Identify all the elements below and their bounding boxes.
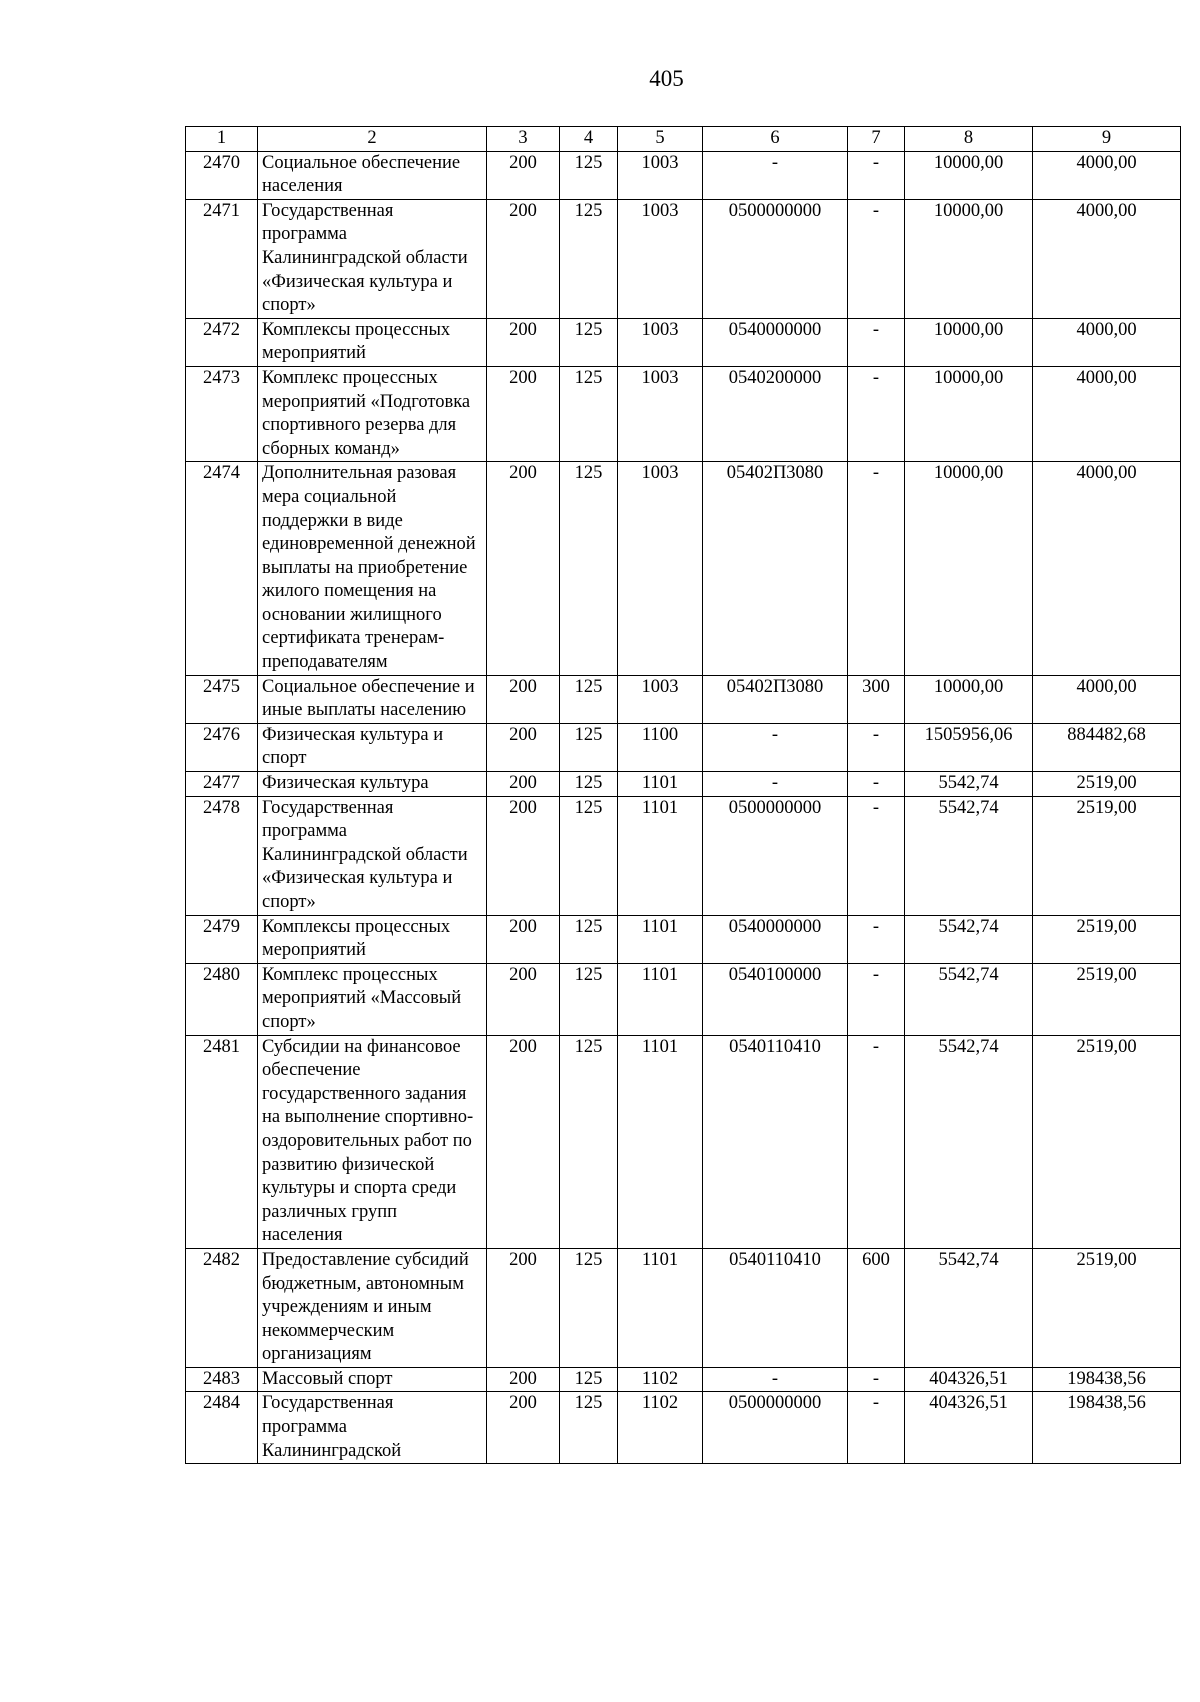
code-cell: 200 bbox=[487, 1035, 560, 1248]
expense-type-cell: - bbox=[848, 1392, 905, 1464]
amount-cell: 2519,00 bbox=[1033, 1248, 1181, 1367]
table-row bbox=[186, 1367, 1181, 1392]
item-name-cell: Массовый спорт bbox=[258, 1367, 487, 1392]
expense-type-cell: - bbox=[848, 963, 905, 1035]
code-cell: 125 bbox=[560, 151, 618, 199]
expense-type-cell: 600 bbox=[848, 1248, 905, 1367]
code-cell: 125 bbox=[560, 915, 618, 963]
amount-cell: 5542,74 bbox=[905, 915, 1033, 963]
row-number-cell: 2472 bbox=[186, 318, 258, 366]
code-cell: 200 bbox=[487, 796, 560, 915]
amount-cell: 4000,00 bbox=[1033, 366, 1181, 461]
target-article-cell: - bbox=[703, 772, 848, 797]
expense-type-cell: 300 bbox=[848, 675, 905, 723]
code-cell: 125 bbox=[560, 723, 618, 771]
expense-type-cell: - bbox=[848, 151, 905, 199]
code-cell: 125 bbox=[560, 462, 618, 675]
amount-cell: 4000,00 bbox=[1033, 199, 1181, 318]
code-cell: 125 bbox=[560, 1248, 618, 1367]
amount-cell: 1505956,06 bbox=[905, 723, 1033, 771]
item-name-cell: Комплексы процессных мероприятий bbox=[258, 318, 487, 366]
row-number-cell: 2476 bbox=[186, 723, 258, 771]
code-cell: 200 bbox=[487, 151, 560, 199]
code-cell: 200 bbox=[487, 366, 560, 461]
amount-cell: 10000,00 bbox=[905, 199, 1033, 318]
amount-cell: 5542,74 bbox=[905, 772, 1033, 797]
section-code-cell: 1003 bbox=[618, 151, 703, 199]
row-number-cell: 2480 bbox=[186, 963, 258, 1035]
code-cell: 200 bbox=[487, 199, 560, 318]
target-article-cell: 0500000000 bbox=[703, 1392, 848, 1464]
target-article-cell: - bbox=[703, 723, 848, 771]
target-article-cell: - bbox=[703, 1367, 848, 1392]
table-row bbox=[186, 772, 1181, 797]
amount-cell: 10000,00 bbox=[905, 675, 1033, 723]
item-name-cell: Государственная программа Калининградской области «Физическая культура и спорт» bbox=[258, 199, 487, 318]
amount-cell: 10000,00 bbox=[905, 151, 1033, 199]
expense-type-cell: - bbox=[848, 1035, 905, 1248]
column-header: 3 bbox=[487, 127, 560, 152]
row-number-cell: 2470 bbox=[186, 151, 258, 199]
target-article-cell: 05402П3080 bbox=[703, 675, 848, 723]
column-header: 9 bbox=[1033, 127, 1181, 152]
row-number-cell: 2483 bbox=[186, 1367, 258, 1392]
section-code-cell: 1003 bbox=[618, 199, 703, 318]
section-code-cell: 1102 bbox=[618, 1367, 703, 1392]
item-name-cell: Социальное обеспечение населения bbox=[258, 151, 487, 199]
table-row bbox=[186, 462, 1181, 675]
expense-type-cell: - bbox=[848, 796, 905, 915]
code-cell: 125 bbox=[560, 199, 618, 318]
expense-type-cell: - bbox=[848, 199, 905, 318]
expense-type-cell: - bbox=[848, 915, 905, 963]
target-article-cell: 0540000000 bbox=[703, 915, 848, 963]
amount-cell: 2519,00 bbox=[1033, 796, 1181, 915]
amount-cell: 198438,56 bbox=[1033, 1392, 1181, 1464]
amount-cell: 198438,56 bbox=[1033, 1367, 1181, 1392]
table-row bbox=[186, 796, 1181, 915]
section-code-cell: 1101 bbox=[618, 796, 703, 915]
section-code-cell: 1101 bbox=[618, 1248, 703, 1367]
expense-type-cell: - bbox=[848, 723, 905, 771]
item-name-cell: Дополнительная разовая мера социальной поддержки в виде единовременной денежной выплаты на приобретение жилого помещения на основании жилищного сертификата тренерам-преподавателям bbox=[258, 462, 487, 675]
code-cell: 125 bbox=[560, 366, 618, 461]
column-header: 1 bbox=[186, 127, 258, 152]
table-row bbox=[186, 915, 1181, 963]
code-cell: 200 bbox=[487, 1392, 560, 1464]
column-header: 4 bbox=[560, 127, 618, 152]
expense-type-cell: - bbox=[848, 366, 905, 461]
expense-type-cell: - bbox=[848, 1367, 905, 1392]
amount-cell: 404326,51 bbox=[905, 1367, 1033, 1392]
budget-table bbox=[185, 126, 1181, 1464]
code-cell: 125 bbox=[560, 963, 618, 1035]
amount-cell: 2519,00 bbox=[1033, 915, 1181, 963]
code-cell: 200 bbox=[487, 723, 560, 771]
target-article-cell: 0540000000 bbox=[703, 318, 848, 366]
code-cell: 200 bbox=[487, 963, 560, 1035]
target-article-cell: - bbox=[703, 151, 848, 199]
amount-cell: 5542,74 bbox=[905, 796, 1033, 915]
target-article-cell: 0540110410 bbox=[703, 1035, 848, 1248]
amount-cell: 5542,74 bbox=[905, 1248, 1033, 1367]
amount-cell: 5542,74 bbox=[905, 1035, 1033, 1248]
section-code-cell: 1100 bbox=[618, 723, 703, 771]
row-number-cell: 2481 bbox=[186, 1035, 258, 1248]
target-article-cell: 0540200000 bbox=[703, 366, 848, 461]
item-name-cell: Комплекс процессных мероприятий «Подготовка спортивного резерва для сборных команд» bbox=[258, 366, 487, 461]
row-number-cell: 2474 bbox=[186, 462, 258, 675]
row-number-cell: 2475 bbox=[186, 675, 258, 723]
amount-cell: 404326,51 bbox=[905, 1392, 1033, 1464]
code-cell: 200 bbox=[487, 915, 560, 963]
item-name-cell: Предоставление субсидий бюджетным, автономным учреждениям и иным некоммерческим организациям bbox=[258, 1248, 487, 1367]
amount-cell: 4000,00 bbox=[1033, 318, 1181, 366]
amount-cell: 10000,00 bbox=[905, 318, 1033, 366]
amount-cell: 4000,00 bbox=[1033, 675, 1181, 723]
amount-cell: 10000,00 bbox=[905, 366, 1033, 461]
row-number-cell: 2471 bbox=[186, 199, 258, 318]
section-code-cell: 1101 bbox=[618, 1035, 703, 1248]
code-cell: 125 bbox=[560, 675, 618, 723]
amount-cell: 4000,00 bbox=[1033, 462, 1181, 675]
amount-cell: 4000,00 bbox=[1033, 151, 1181, 199]
row-number-cell: 2482 bbox=[186, 1248, 258, 1367]
table-row bbox=[186, 1035, 1181, 1248]
code-cell: 125 bbox=[560, 1392, 618, 1464]
section-code-cell: 1101 bbox=[618, 772, 703, 797]
row-number-cell: 2478 bbox=[186, 796, 258, 915]
row-number-cell: 2484 bbox=[186, 1392, 258, 1464]
column-header: 5 bbox=[618, 127, 703, 152]
target-article-cell: 0540100000 bbox=[703, 963, 848, 1035]
table-row bbox=[186, 151, 1181, 199]
expense-type-cell: - bbox=[848, 462, 905, 675]
item-name-cell: Социальное обеспечение и иные выплаты населению bbox=[258, 675, 487, 723]
section-code-cell: 1102 bbox=[618, 1392, 703, 1464]
item-name-cell: Физическая культура bbox=[258, 772, 487, 797]
page-number: 405 bbox=[649, 66, 684, 91]
column-header: 7 bbox=[848, 127, 905, 152]
column-header: 6 bbox=[703, 127, 848, 152]
code-cell: 125 bbox=[560, 318, 618, 366]
table-row bbox=[186, 963, 1181, 1035]
section-code-cell: 1003 bbox=[618, 675, 703, 723]
item-name-cell: Государственная программа Калининградской области «Физическая культура и спорт» bbox=[258, 796, 487, 915]
section-code-cell: 1101 bbox=[618, 963, 703, 1035]
table-row bbox=[186, 723, 1181, 771]
code-cell: 125 bbox=[560, 772, 618, 797]
section-code-cell: 1003 bbox=[618, 462, 703, 675]
table-row bbox=[186, 366, 1181, 461]
row-number-cell: 2479 bbox=[186, 915, 258, 963]
column-number-row bbox=[186, 127, 1181, 152]
code-cell: 200 bbox=[487, 318, 560, 366]
amount-cell: 5542,74 bbox=[905, 963, 1033, 1035]
code-cell: 200 bbox=[487, 772, 560, 797]
expense-type-cell: - bbox=[848, 772, 905, 797]
table-row bbox=[186, 1248, 1181, 1367]
item-name-cell: Субсидии на финансовое обеспечение государственного задания на выполнение спортивно-оздоровительных работ по развитию физической культуры и спорта среди различных групп населения bbox=[258, 1035, 487, 1248]
code-cell: 125 bbox=[560, 1035, 618, 1248]
table-row bbox=[186, 199, 1181, 318]
code-cell: 200 bbox=[487, 462, 560, 675]
code-cell: 200 bbox=[487, 1367, 560, 1392]
item-name-cell: Комплексы процессных мероприятий bbox=[258, 915, 487, 963]
item-name-cell: Физическая культура и спорт bbox=[258, 723, 487, 771]
expense-type-cell: - bbox=[848, 318, 905, 366]
target-article-cell: 0540110410 bbox=[703, 1248, 848, 1367]
code-cell: 125 bbox=[560, 796, 618, 915]
item-name-cell: Государственная программа Калининградской bbox=[258, 1392, 487, 1464]
section-code-cell: 1101 bbox=[618, 915, 703, 963]
row-number-cell: 2477 bbox=[186, 772, 258, 797]
code-cell: 200 bbox=[487, 675, 560, 723]
table-row bbox=[186, 1392, 1181, 1464]
amount-cell: 2519,00 bbox=[1033, 772, 1181, 797]
table-row bbox=[186, 675, 1181, 723]
target-article-cell: 05402П3080 bbox=[703, 462, 848, 675]
amount-cell: 2519,00 bbox=[1033, 1035, 1181, 1248]
column-header: 8 bbox=[905, 127, 1033, 152]
row-number-cell: 2473 bbox=[186, 366, 258, 461]
code-cell: 200 bbox=[487, 1248, 560, 1367]
target-article-cell: 0500000000 bbox=[703, 199, 848, 318]
column-header: 2 bbox=[258, 127, 487, 152]
section-code-cell: 1003 bbox=[618, 366, 703, 461]
amount-cell: 884482,68 bbox=[1033, 723, 1181, 771]
amount-cell: 10000,00 bbox=[905, 462, 1033, 675]
amount-cell: 2519,00 bbox=[1033, 963, 1181, 1035]
code-cell: 125 bbox=[560, 1367, 618, 1392]
table-row bbox=[186, 318, 1181, 366]
section-code-cell: 1003 bbox=[618, 318, 703, 366]
item-name-cell: Комплекс процессных мероприятий «Массовый спорт» bbox=[258, 963, 487, 1035]
target-article-cell: 0500000000 bbox=[703, 796, 848, 915]
